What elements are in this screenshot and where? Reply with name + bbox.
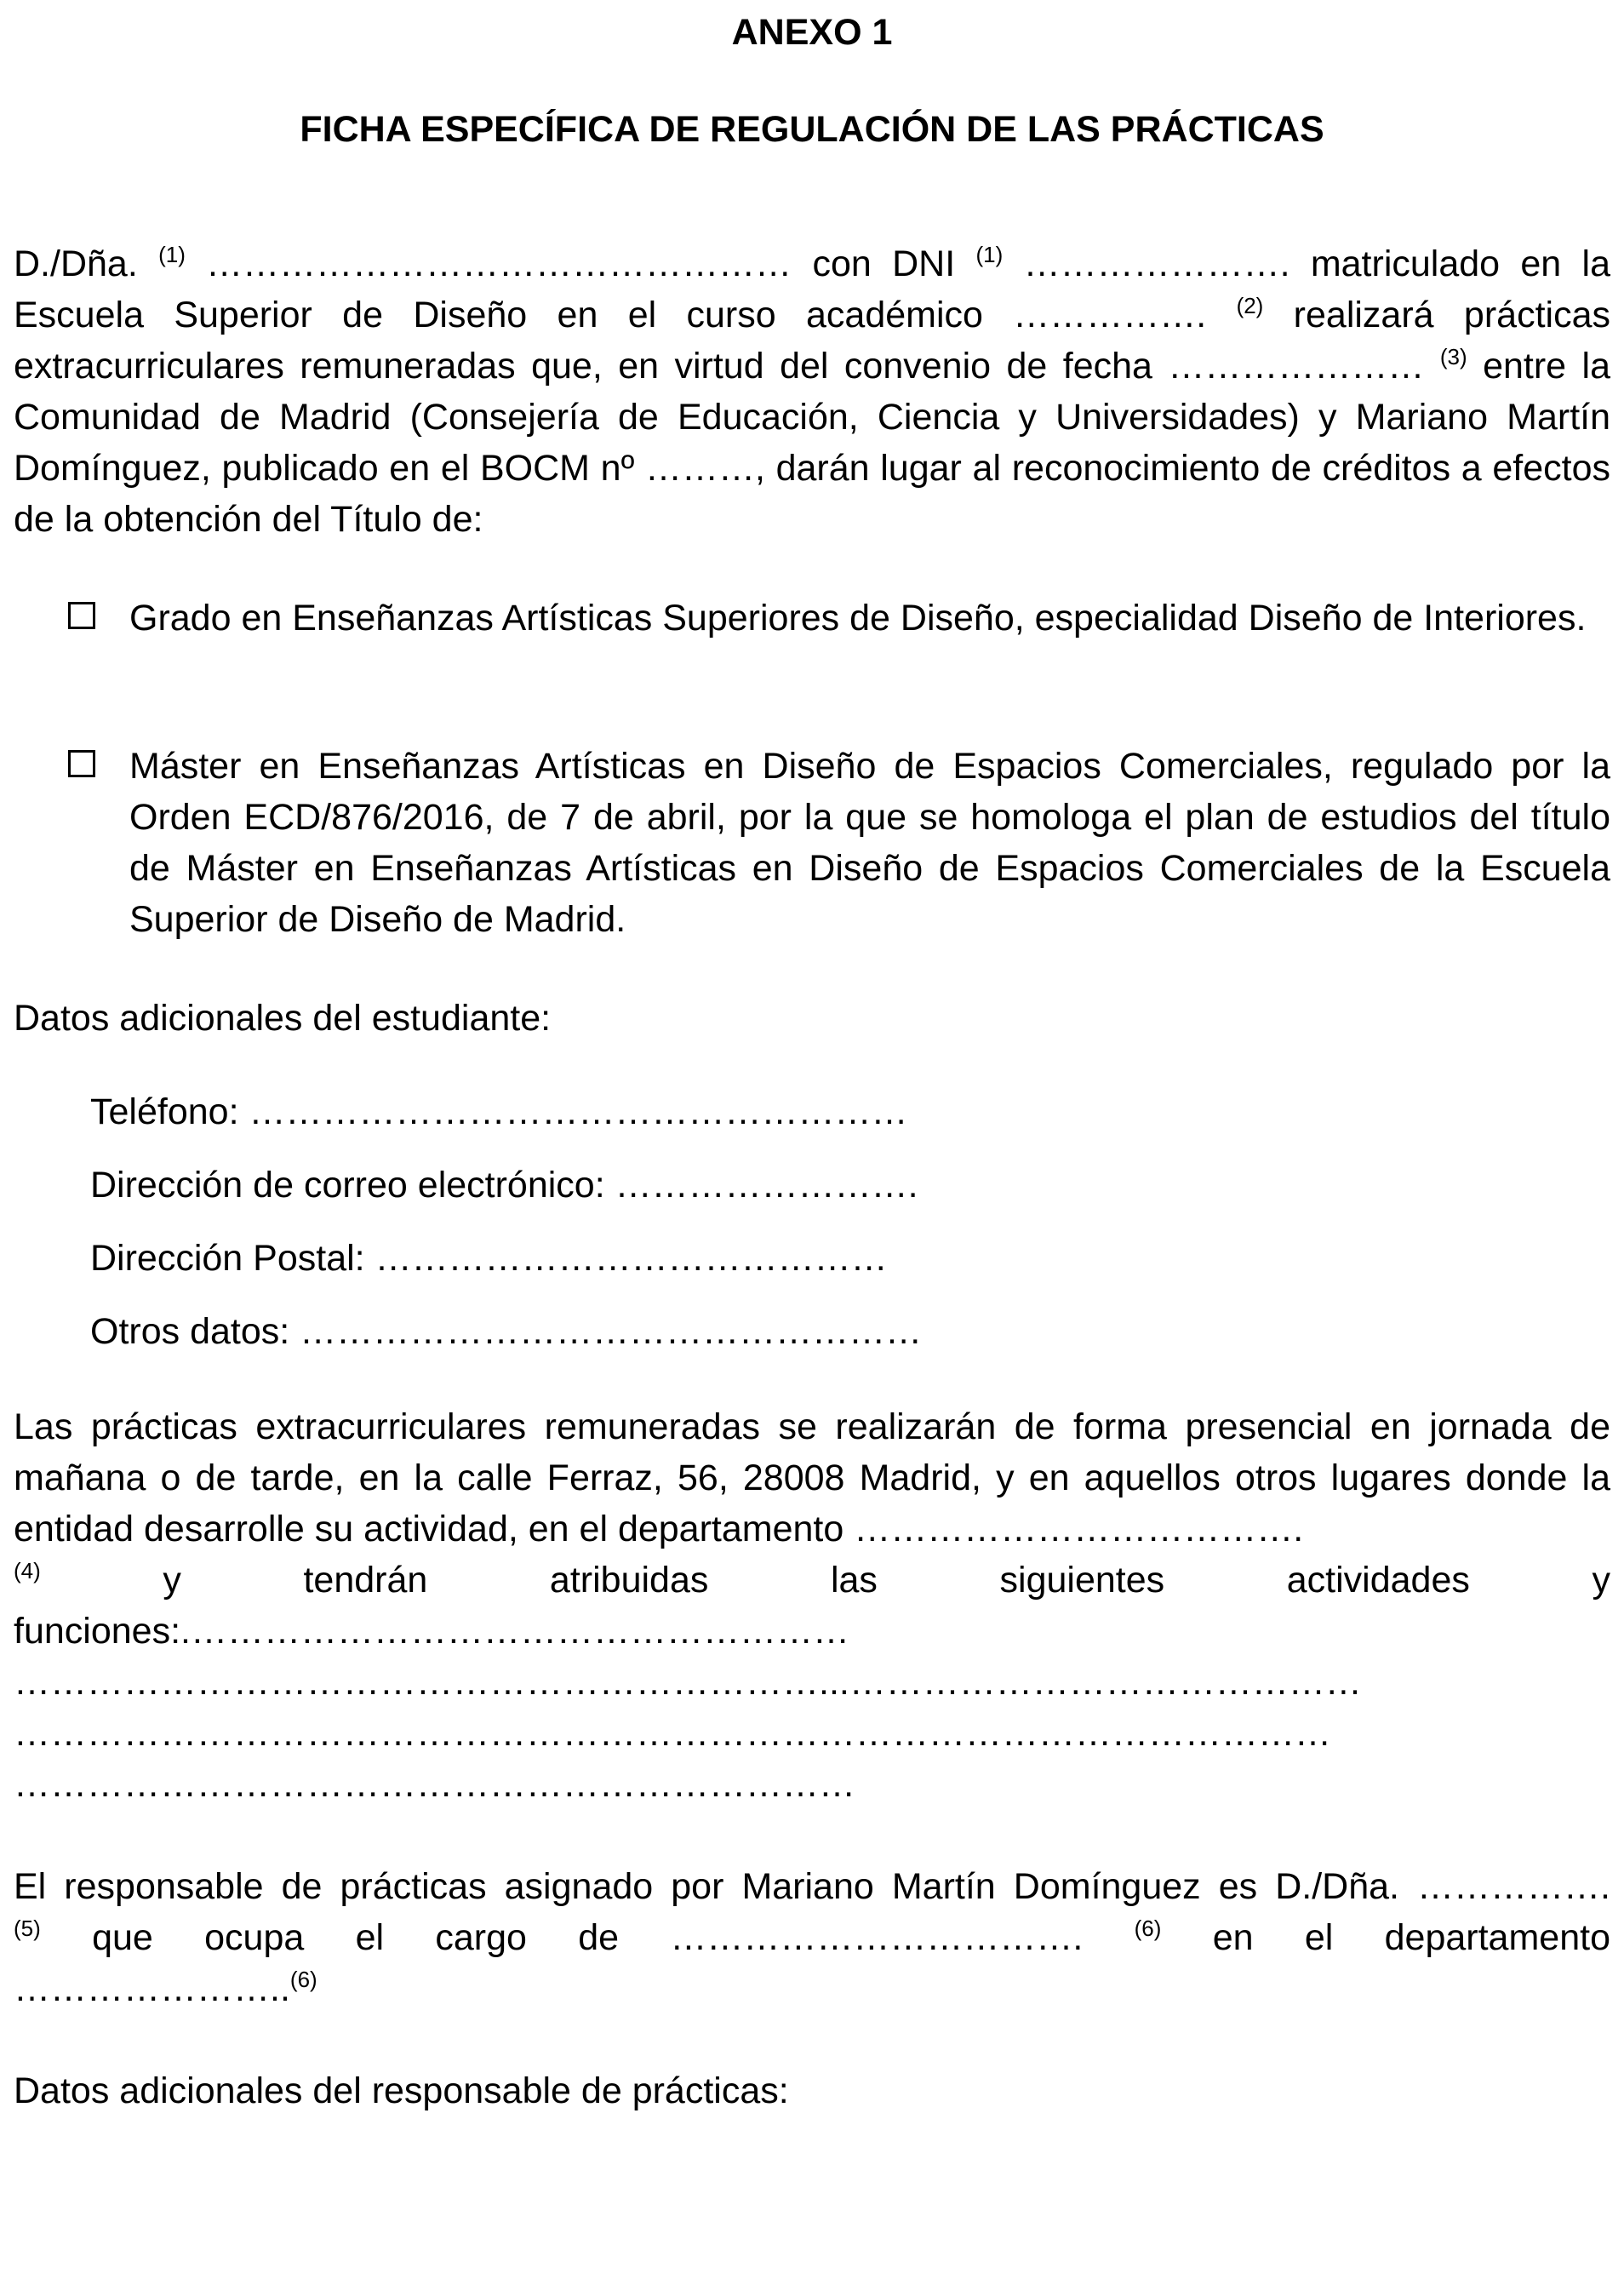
- note-ref-4: (4): [14, 1558, 41, 1583]
- field-otros: Otros datos: ……………………………………………: [90, 1311, 923, 1352]
- note-ref-6a: (6): [1134, 1916, 1162, 1941]
- practice-activities-text: y tendrán atribuidas las siguientes actividades y: [40, 1560, 1610, 1601]
- checkbox-master[interactable]: [68, 750, 95, 777]
- field-telefono: Teléfono: ………………………………………………: [90, 1091, 908, 1132]
- dotted-line-2: ………………………………………………………………………………………………: [14, 1713, 1331, 1754]
- intro-text-5: entre la Comunidad de Madrid (Consejería de Educación, Ciencia y Universidades) y Mariano Martín Domínguez, publicado en el BOCM nº ………, darán lugar al reconocimiento de créditos a efectos de la obtención del Título de:: [14, 346, 1610, 540]
- intro-text-1: D./Dña.: [14, 243, 159, 284]
- note-ref-2: (2): [1236, 293, 1264, 318]
- field-email: Dirección de correo electrónico: …………………….: [90, 1165, 918, 1205]
- field-postal: Dirección Postal: ……………………………………: [90, 1238, 888, 1279]
- note-ref-1: (1): [158, 242, 186, 267]
- responsible-text-2: que ocupa el cargo de …………………………….: [40, 1917, 1135, 1958]
- intro-paragraph: [14, 238, 1610, 545]
- responsible-text-3: en el departamento: [1161, 1917, 1610, 1958]
- responsible-line-2: [14, 1912, 1610, 1963]
- note-ref-5: (5): [14, 1916, 41, 1941]
- option-master-label: Máster en Enseñanzas Artísticas en Diseño de Espacios Comerciales, regulado por la Orden ECD/876/2016, de 7 de abril, por la que se homologa el plan de estudios del título de Máster en Enseñanzas Artísticas en Diseño de Espacios Comerciales de la Escuela Superior de Diseño de Madrid.: [129, 746, 1610, 940]
- responsible-line-1: El responsable de prácticas asignado por Mariano Martín Domínguez es D./Dña. …………….: [14, 1866, 1610, 1907]
- practice-functions: funciones:.………………………………………………: [14, 1611, 849, 1652]
- dotted-line-1: …………………………………………………………...……………………………………: [14, 1662, 1362, 1703]
- option-grado-label: Grado en Enseñanzas Artísticas Superiores de Diseño, especialidad Diseño de Interiores.: [129, 598, 1587, 639]
- intro-text-2: ………………………………………… con DNI: [185, 243, 976, 284]
- student-heading: Datos adicionales del estudiante:: [14, 998, 552, 1039]
- note-ref-3: (3): [1439, 344, 1467, 369]
- note-ref-6b: (6): [289, 1967, 317, 1992]
- intro-text-3: …………………. matriculado en la Escuela Superior de Diseño en el curso académico …………….: [14, 243, 1610, 335]
- note-ref-1b: (1): [975, 242, 1004, 267]
- checkbox-grado[interactable]: [68, 602, 95, 629]
- practice-paragraph: Las prácticas extracurriculares remuneradas se realizarán de forma presencial en jornada de mañana o de tarde, en la calle Ferraz, 56, 28008 Madrid, y en aquellos otros lugares donde la entidad desarrolle su actividad, en el departamento ……………………………….: [14, 1406, 1610, 1549]
- responsible-heading: Datos adicionales del responsable de prácticas:: [14, 2070, 789, 2111]
- annex-heading: ANEXO 1: [731, 12, 893, 53]
- intro-text-4: realizará prácticas extracurriculares remuneradas que, en virtud del convenio de fecha …………………: [14, 295, 1610, 387]
- responsible-line-3: [14, 1963, 1610, 2014]
- practice-activities-line: [14, 1555, 1610, 1606]
- dotted-line-3: ……………………………………………………………: [14, 1764, 855, 1805]
- document-title: FICHA ESPECÍFICA DE REGULACIÓN DE LAS PRÁCTICAS: [300, 109, 1324, 150]
- responsible-text-4: …………………..: [14, 1968, 290, 2009]
